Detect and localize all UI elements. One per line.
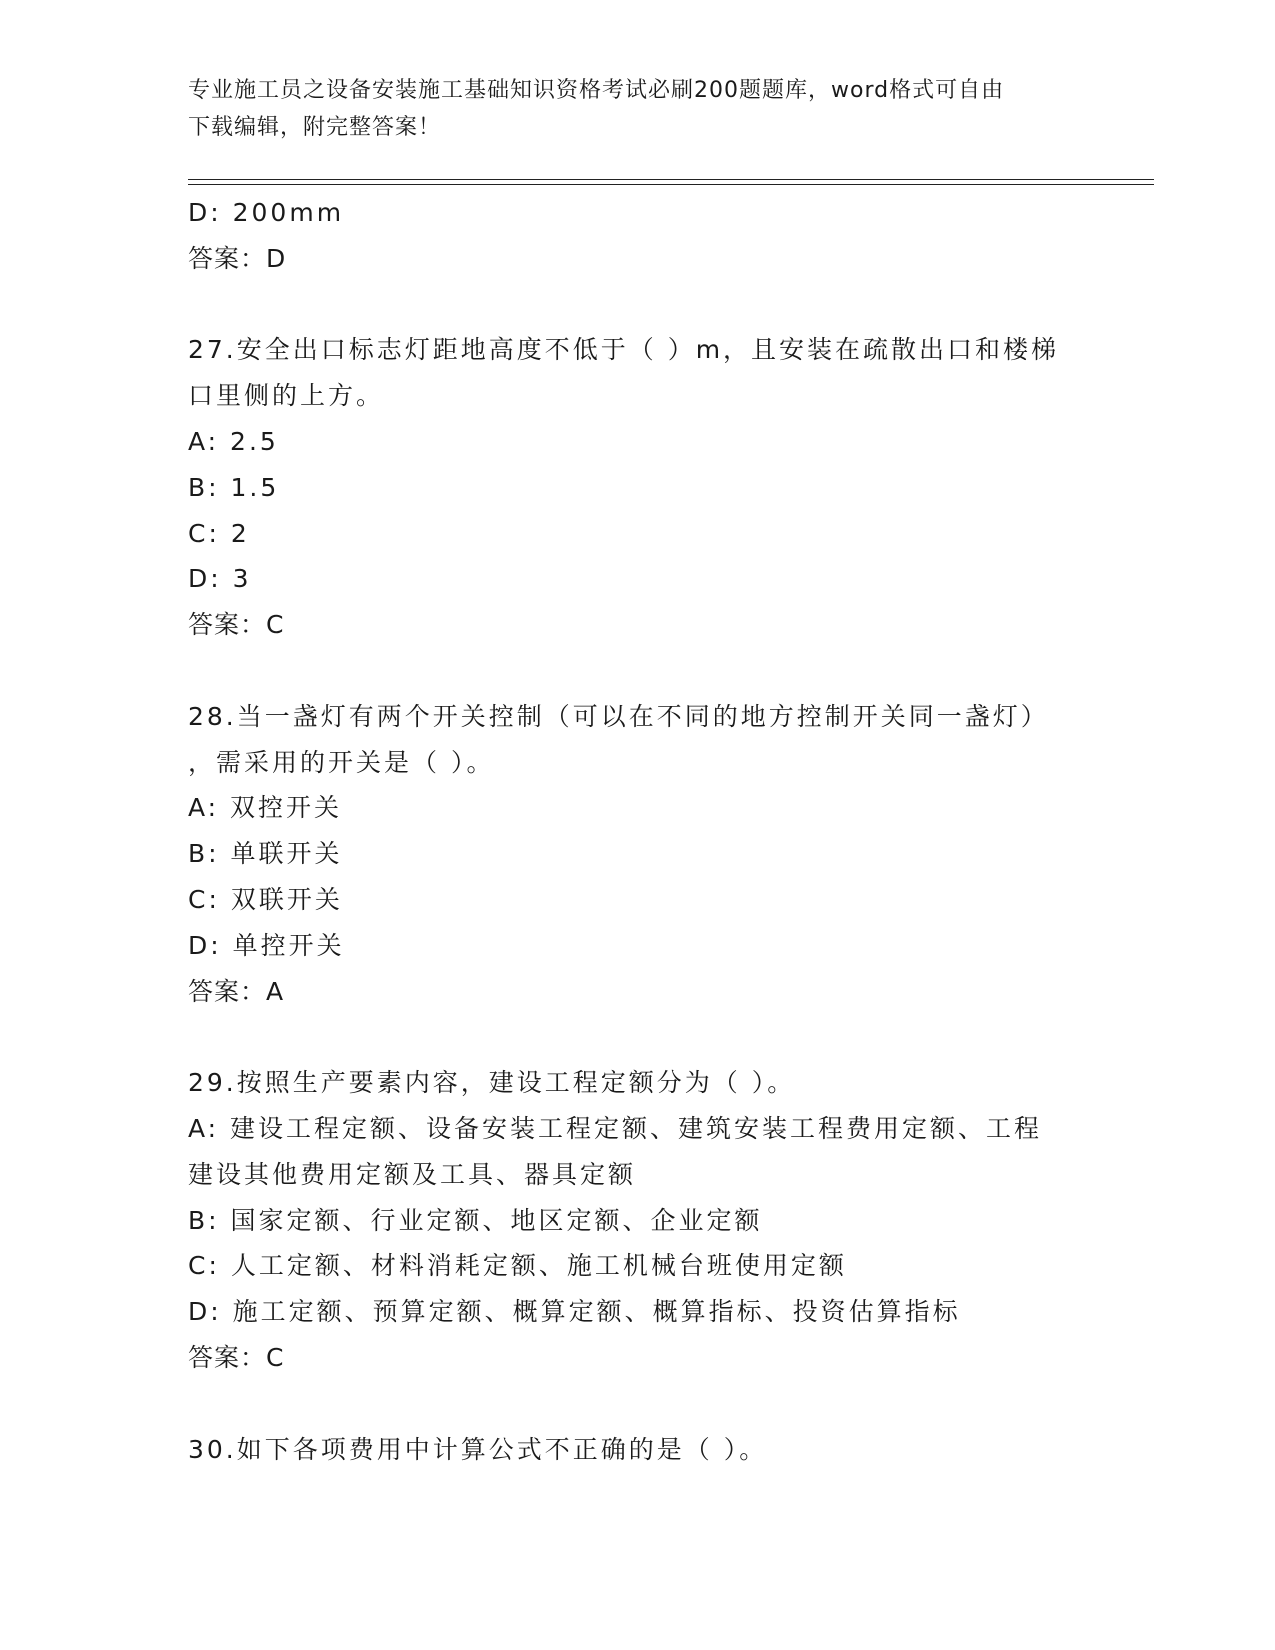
option-a-continued: 建设其他费用定额及工具、器具定额: [188, 1159, 637, 1189]
question-stem-continued: ，需采用的开关是（ ）。: [188, 747, 495, 777]
question-block: [188, 694, 1088, 1015]
document-body: [188, 190, 1088, 1472]
question-stem: 27.安全出口标志灯距地高度不低于（ ）m，且安装在疏散出口和楼梯: [188, 335, 1060, 365]
option-d: D: 3: [188, 564, 252, 594]
answer-line: 答案：D: [188, 243, 287, 273]
option-c: C: 双联开关: [188, 884, 343, 914]
spacer: [188, 282, 1088, 328]
header-divider-top: [188, 179, 1154, 180]
option-d: D: 200mm: [188, 198, 345, 227]
spacer: [188, 1014, 1088, 1060]
answer-line: 答案：C: [188, 1342, 285, 1372]
option-b: B: 1.5: [188, 472, 280, 502]
option-c: C: 人工定额、材料消耗定额、施工机械台班使用定额: [188, 1251, 847, 1281]
question-stem-continued: 口里侧的上方。: [188, 381, 385, 411]
question-stem: 29.按照生产要素内容，建设工程定额分为（ ）。: [188, 1068, 796, 1098]
header-divider-bottom: [188, 184, 1154, 185]
option-a: A: 双控开关: [188, 793, 343, 823]
option-b: B: 国家定额、行业定额、地区定额、企业定额: [188, 1205, 763, 1235]
answer-line: 答案：C: [188, 610, 285, 640]
question-stem: 28.当一盏灯有两个开关控制（可以在不同的地方控制开关同一盏灯）: [188, 701, 1049, 731]
question-block: [188, 1060, 1088, 1381]
document-header: [188, 72, 1088, 146]
spacer: [188, 1381, 1088, 1427]
spacer: [188, 648, 1088, 694]
option-c: C: 2: [188, 518, 250, 548]
option-d: D: 施工定额、预算定额、概算定额、概算指标、投资估算指标: [188, 1297, 961, 1327]
option-d: D: 单控开关: [188, 930, 345, 960]
question-block: [188, 327, 1088, 648]
question-block: [188, 1427, 1088, 1473]
header-line-2: 下载编辑，附完整答案！: [188, 115, 442, 140]
answer-line: 答案：A: [188, 976, 285, 1006]
option-a: A: 建设工程定额、设备安装工程定额、建筑安装工程费用定额、工程: [188, 1113, 1043, 1143]
option-b: B: 单联开关: [188, 839, 343, 869]
header-line-1: 专业施工员之设备安装施工基础知识资格考试必刷200题题库，word格式可自由: [188, 78, 1005, 103]
question-stem: 30.如下各项费用中计算公式不正确的是（ ）。: [188, 1434, 768, 1464]
option-a: A: 2.5: [188, 426, 279, 456]
